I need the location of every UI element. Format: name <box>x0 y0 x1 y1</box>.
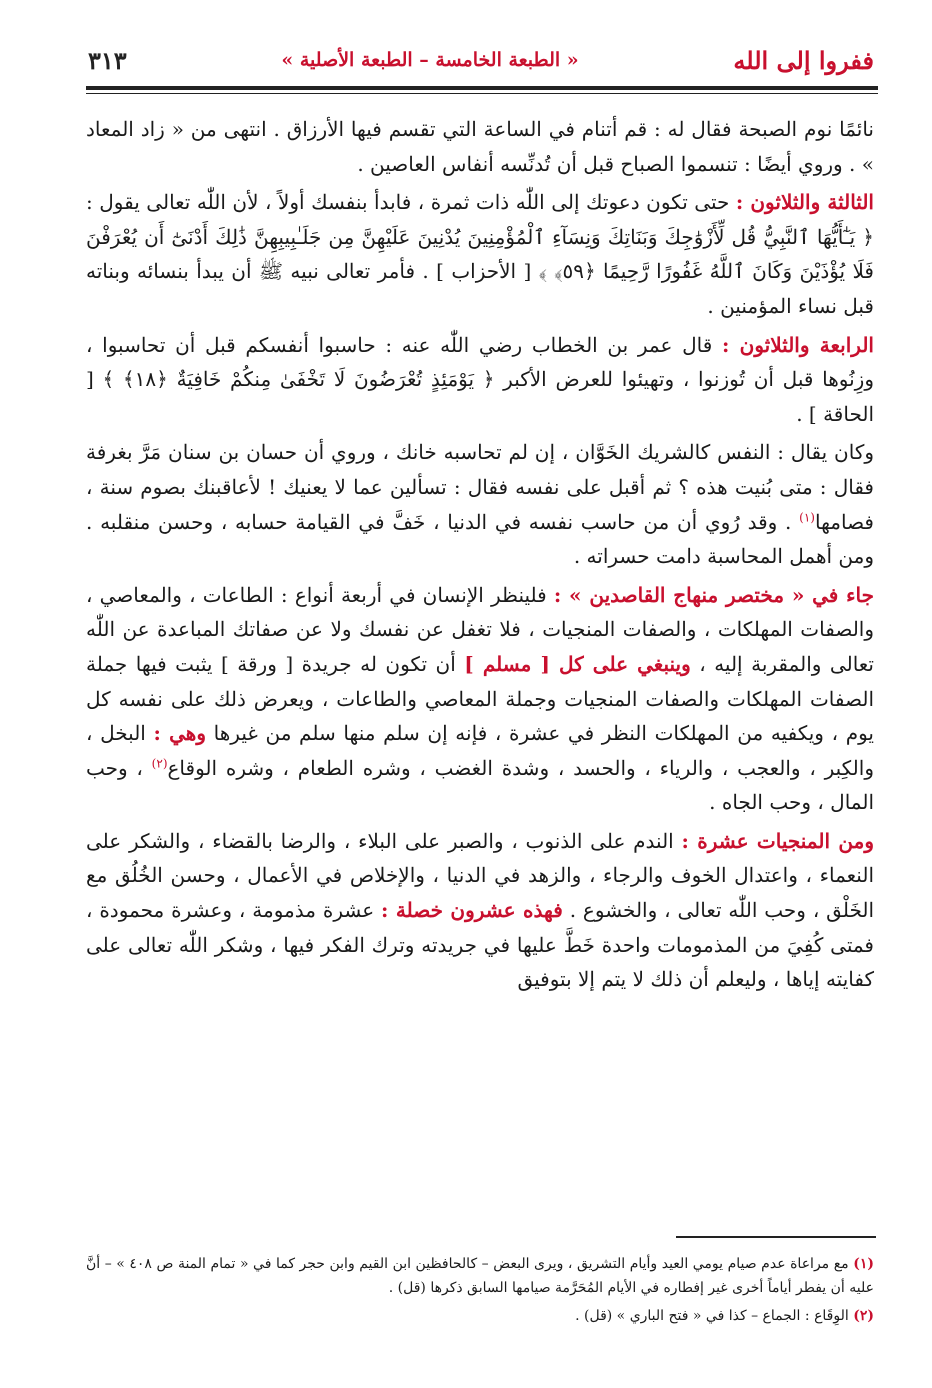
header-rule-thin <box>86 93 878 94</box>
footnote <box>86 1252 874 1300</box>
text-run: ، وحب المال ، وحب الجاه . <box>86 755 874 815</box>
main-text <box>86 112 874 997</box>
text-run: البخل ، والكِبر ، والعجب ، والرياء ، والحسد ، وشدة الغضب ، وشره الطعام ، وشره الوقاع <box>86 721 874 780</box>
text-run: فلينظر الإنسان في أربعة أنواع : الطاعات ، والمعاصي ، والصفات المهلكات ، والصفات المنجيات ، فلا تغفل عن نفسك ولا عن صفاتك المباعدة عن اللّٰه تعالى والمقربة إليه ، <box>86 582 874 676</box>
footnote-number: (٢) <box>853 1308 874 1324</box>
footnote-ref: (٢) <box>151 756 168 771</box>
footnote <box>86 1304 874 1328</box>
section-heading: وهي : <box>153 721 207 746</box>
section-heading: الرابعة والثلاثون : <box>721 332 874 357</box>
text-run: قال عمر بن الخطاب رضي اللّٰه عنه : حاسبوا أنفسكم قبل أن تحاسبوا ، وزِنُوها قبل أن تُوزنوا ، وتهيئوا للعرض الأكبر ﴿ يَوْمَئِذٍ تُعْرَضُونَ لَا تَخْفَىٰ مِنكُمْ خَافِيَةٌ ﴿١٨﴾ ﴾ [ الحاقة ] . <box>86 332 874 426</box>
header-rule-thick <box>86 86 878 90</box>
footnote-text: الوِقَاع : الجماع – كذا في « فتح الباري » (قل) . <box>575 1308 854 1324</box>
section-heading: وينبغي على كل [ مسلم ] <box>464 651 691 676</box>
text-run: . وقد رُوي أن من حاسب نفسه في الدنيا ، خَفَّ في القيامة حسابه ، وحسن منقلبه . ومن أهمل المحاسبة دامت حسراته . <box>86 509 874 569</box>
paragraph <box>86 824 874 997</box>
section-heading: ومن المنجيات عشرة : <box>681 828 874 853</box>
section-heading: جاء في « مختصر منهاج القاصدين » : <box>553 582 874 607</box>
page-header <box>88 40 874 80</box>
text-run: الندم على الذنوب ، والصبر على البلاء ، والرضا بالقضاء ، والشكر على النعماء ، واعتدال الخوف والرجاء ، والزهد في الدنيا ، والإخلاص في الأعمال ، وحسن الخُلُق مع الخَلْق ، وحب اللّٰه تعالى ، والخشوع . <box>86 828 875 923</box>
paragraph <box>86 112 874 181</box>
paragraph <box>86 435 874 573</box>
paragraph <box>86 328 874 432</box>
text-run: أن تكون له جريدة [ ورقة ] يثبت فيها جملة الصفات المهلكات والصفات المنجيات وجملة المعاصي والطاعات ، ويعرض ذلك على نفسه كل يوم ، ويكفيه من المهلكات النظر في عشرة ، فإنه إن سلم منها سلم من غيرها <box>86 651 874 746</box>
text-run: وكان يقال : النفس كالشريك الخَوَّان ، إن لم تحاسبه خانك ، وروي أن حسان بن سنان مَرَّ بغرفة فقال : متى بُنيت هذه ؟ ثم أقبل على نفسه فقال : تسألين عما لا يعنيك ! لأعاقبنك بصوم سنة ، فصامها <box>86 440 874 534</box>
text-run: وروي أيضًا : تنسموا الصباح قبل أن تُدنِّسه أنفاس العاصين . <box>357 151 850 176</box>
section-heading: الثالثة والثلاثون : <box>735 190 874 215</box>
footnote-separator <box>676 1236 876 1238</box>
section-heading: فهذه عشرون خصلة : <box>381 898 563 923</box>
footnotes <box>86 1252 874 1332</box>
footnote-text: مع مراعاة عدم صيام يومي العيد وأيام التشريق ، ويرى البعض – كالحافظين ابن القيم وابن حجر كما في « تمام المنة ص ٤٠٨ » – أنَّ عليه أن يفطر أياماً أخرى غير إفطاره في الأيام المُحَرَّمة صيامها السابق ذكرها (قل) . <box>86 1256 874 1296</box>
text-run: عشرة مذمومة ، وعشرة محمودة ، فمتى كُفِيَ من المذمومات واحدة خَطَّ عليها في جريدته وترك الفكر فيها ، وشكر اللّٰه تعالى على كفايته إياها ، وليعلم أن ذلك لا يتم إلا بتوفيق <box>86 898 874 992</box>
footnote-ref: (١) <box>799 509 815 524</box>
paragraph <box>86 578 874 820</box>
text-run: حتى تكون دعوتك إلى اللّٰه ذات ثمرة ، فابدأ بنفسك أولاً ، لأن اللّٰه تعالى يقول : ﴿ يَـٰٓأَيُّهَا ٱلنَّبِيُّ قُل لِّأَزْوَٰجِكَ وَبَنَاتِكَ وَنِسَآءِ ٱلْمُؤْمِنِينَ يُدْنِينَ عَلَيْهِنَّ مِن جَلَـٰبِيبِهِنَّ ذَٰلِكَ أَدْنَىٰٓ أَن يُعْرَفْنَ فَلَا يُؤْذَيْنَ وَكَانَ ٱللَّهُ غَفُورًا رَّحِيمًا ﴿٥٩﴾ ﴾ [ الأحزاب ] . فأمر تعالى نبيه ﷺ أن يبدأ بنسائه وبناته قبل نساء المؤمنين . <box>86 190 874 318</box>
book-title: ففروا إلى الله <box>733 45 874 75</box>
edition-label: « الطبعة الخامسة – الطبعة الأصلية » <box>281 49 579 71</box>
paragraph <box>86 185 874 323</box>
footnote-number: (١) <box>853 1256 874 1272</box>
text-run: نائمًا نوم الصبحة فقال له : قم أتنام في الساعة التي تقسم فيها الأرزاق . انتهى من « زاد المعاد » . <box>86 117 874 176</box>
page-number: ٣١٣ <box>88 45 127 75</box>
